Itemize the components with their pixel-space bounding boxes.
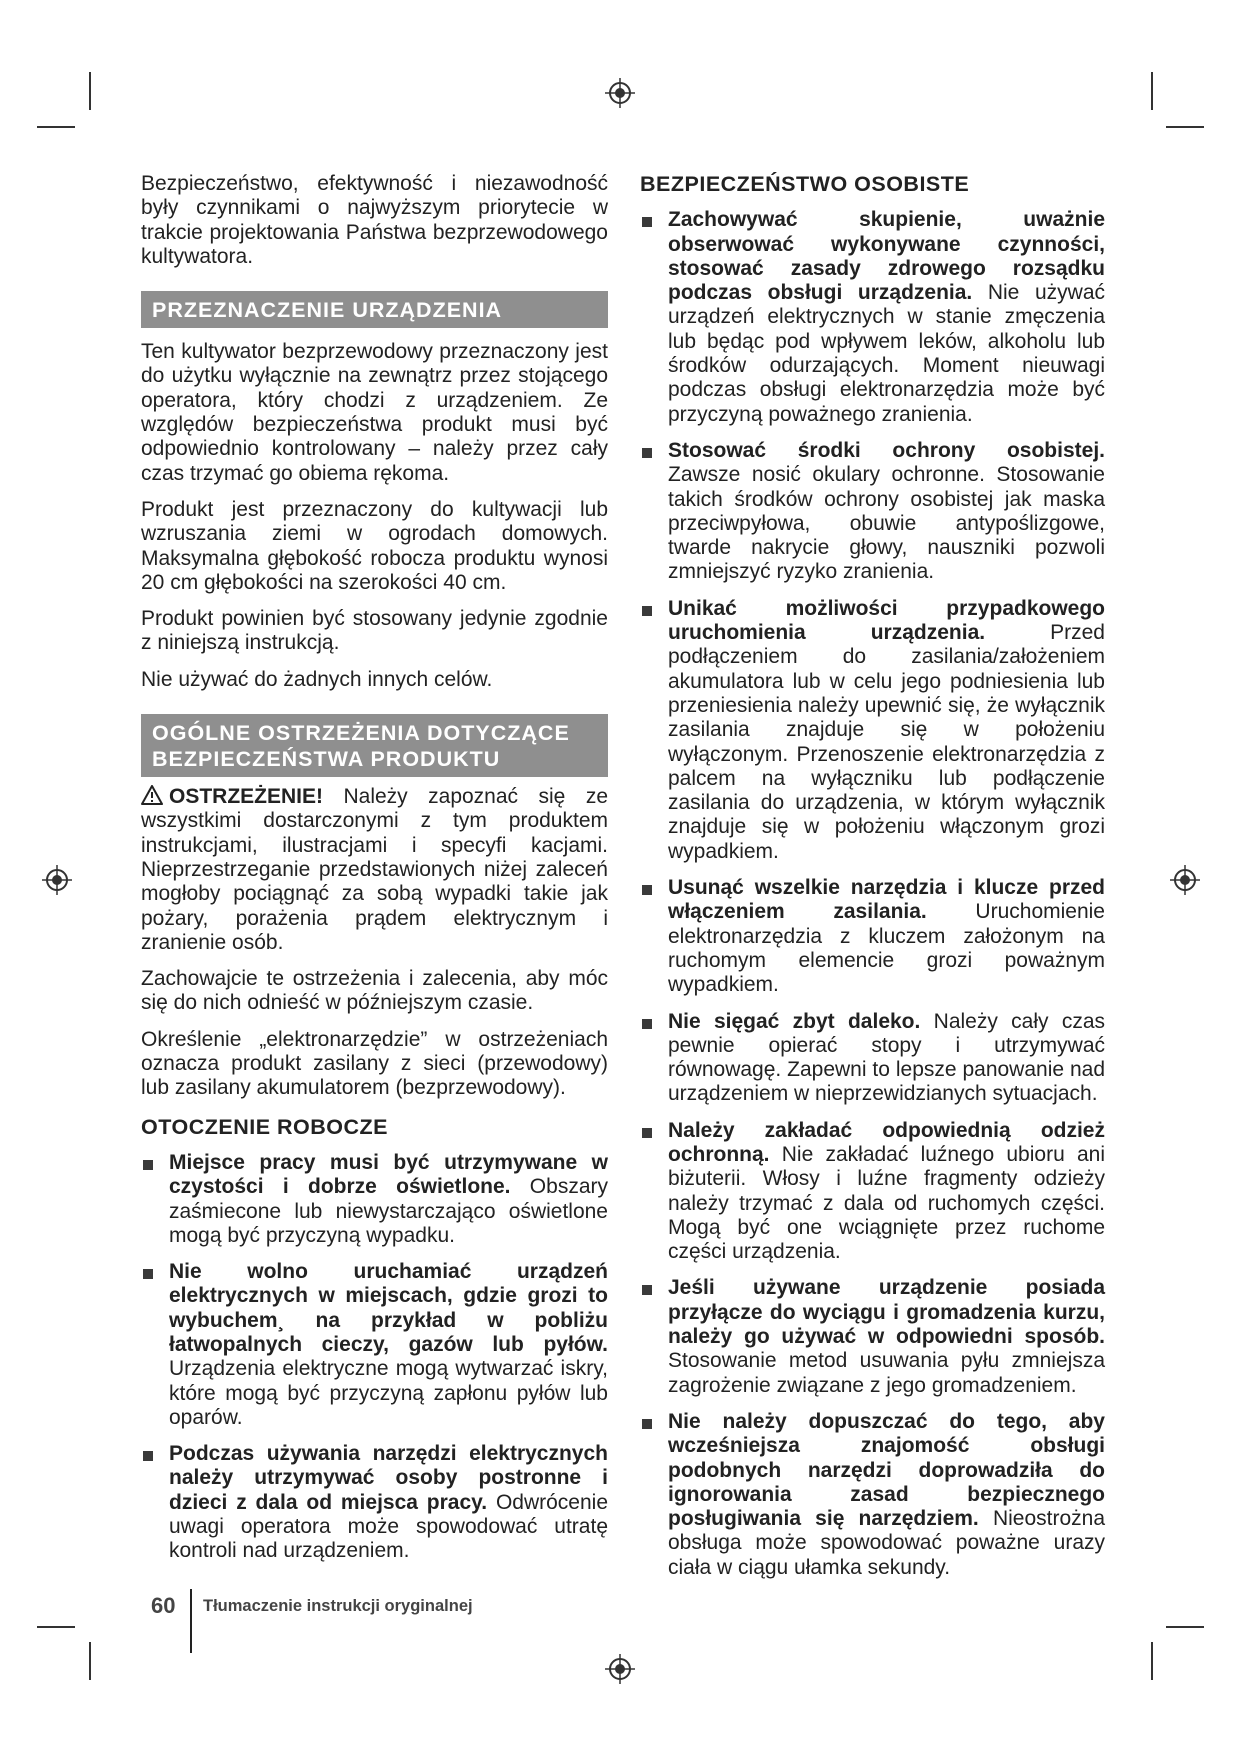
bullet-square-icon [642,606,652,616]
list-item-text: Urządzenia elektryczne mogą wytwarzać iskry, które mogą być przyczyną zapłonu pyłów lub oparów. [169,1357,608,1429]
warnings-paragraph: Określenie „elektronarzędzie” w ostrzeżeniach oznacza produkt zasilany z sieci (przewodowy) lub zasilany akumulatorem (bezprzewodowy). [141,1027,608,1100]
list-item-bold: Jeśli używane urządzenie posiada przyłącze do wyciągu i gromadzenia kurzu, należy go używać w odpowiedni sposób. [668,1276,1105,1349]
section-heading-work-area: OTOCZENIE ROBOCZE [141,1114,389,1139]
bullet-square-icon [642,1419,652,1429]
list-item-bold: Miejsce pracy musi być utrzymywane w czystości i dobrze oświetlone. [169,1150,608,1199]
list-item [640,208,1105,427]
list-item-text: Uruchomienie elektronarzędzia z kluczem założonym na ruchomym elemencie grozi poważnym wypadkiem. [668,900,1105,997]
bullet-square-icon [143,1269,153,1279]
bullet-square-icon [642,448,652,458]
bullet-square-icon [143,1160,153,1170]
list-item-bold: Stosować środki ochrony osobistej. [668,438,1105,462]
intended-use-paragraph: Ten kultywator bezprzewodowy przeznaczony jest do użytku wyłącznie na zewnątrz przez stojącego operatora, który chodzi z urządzeniem. Ze względów bezpieczeństwa produkt musi być odpowiednio kontrolowany – należy przez cały czas trzymać go obiema rękoma. [141,340,608,485]
list-item-text: Odwrócenie uwagi operatora może spowodować utratę kontroli nad urządzeniem. [169,1490,609,1563]
crop-mark [37,126,75,128]
crop-mark [1166,1626,1204,1628]
section-heading-intended-use: PRZEZNACZENIE URZĄDZENIA [141,291,608,328]
crop-mark [37,1626,75,1628]
section-heading-personal-safety: BEZPIECZEŃSTWO OSOBISTE [640,172,970,196]
crop-mark [1151,72,1153,110]
list-item [640,597,1105,864]
registration-mark-icon [1168,863,1202,897]
list-item [141,1151,608,1248]
list-item-text: Nie zakładać luźnego ubioru ani biżuterii. Włosy i luźne fragmenty odzieży należy trzymać z dala od ruchomych części. Mogą być one wciągnięte przez ruchome części urządzenia. [668,1142,1105,1264]
registration-mark-icon [603,1652,637,1686]
list-item [640,439,1105,585]
list-item-text: Nie używać urządzeń elektrycznych w stanie zmęczenia lub będąc pod wpływem leków, alkoholu lub środków odurzających. Moment nieuwagi podczas obsługi elektronarzędzia może być przyczyną poważnego zranienia. [668,281,1105,426]
list-item [640,876,1105,997]
registration-mark-icon [603,76,637,110]
heading-line: BEZPIECZEŃSTWA PRODUKTU [152,747,501,772]
right-column [640,172,1105,1592]
warning-label: OSTRZEŻENIE! [169,785,324,809]
section-heading-general-warnings [141,714,608,777]
registration-mark-icon [40,863,74,897]
list-item-text: Należy cały czas pewnie opierać stopy i utrzymywać równowagę. Zapewni to lepsze panowanie nad urządzeniem w nieprzewidzianych sytuacjach. [668,1009,1105,1106]
warning-text: Należy zapoznać się ze wszystkimi dostarczonymi z tym produktem instrukcjami, ilustracjami i specyfi kacjami. Nieprzestrzeganie przedstawionych niżej zaleceń mogłoby pociągnąć za sobą wypadki takie jak pożary, porażenia prądem elektrycznym i zranienie osób. [141,785,608,954]
list-item-text: Obszary zaśmiecone lub niewystarczająco oświetlone mogą być przyczyną wypadku. [169,1175,608,1247]
intended-use-paragraph: Produkt powinien być stosowany jedynie zgodnie z niniejszą instrukcją. [141,607,608,655]
list-item-text: Przed podłączeniem do zasilania/założeniem akumulatora lub w celu jego podniesienia lub przeniesienia należy upewnić się, że wyłącznik zasilania znajduje się w położeniu wyłączonym. Przenoszenie elektronarzędzia z palcem na wyłączniku lub podłączenie zasilania do urządzenia, w którym wyłącznik znajduje się w położeniu włączonym grozi wypadkiem. [668,621,1105,863]
list-item-bold: Należy zakładać odpowiednią odzież ochronną. [668,1118,1105,1166]
bullet-square-icon [642,1128,652,1138]
warning-triangle-icon [141,785,163,805]
list-item-bold: Usunąć wszelkie narzędzia i klucze przed włączeniem zasilania. [668,876,1105,924]
list-item-bold: Podczas używania narzędzi elektrycznych należy utrzymywać osoby postronne i dzieci z dala od miejsca pracy. [169,1442,608,1514]
left-column [141,172,608,1576]
list-item-bold: Zachowywać skupienie, uważnie obserwować wykonywane czynności, stosować zasady zdrowego rozsądku podczas obsługi urządzenia. [668,208,1105,305]
intended-use-paragraph: Produkt jest przeznaczony do kultywacji lub wzruszania ziemi w ogrodach domowych. Maksymalna głębokość robocza produktu wynosi 20 cm głębokości na szerokości 40 cm. [141,497,608,594]
list-item [640,1010,1105,1107]
list-item-bold: Nie wolno uruchamiać urządzeń elektrycznych w miejscach, gdzie grozi to wybuchem¸ na przykład w pobliżu łatwopalnych cieczy, gazów lub pyłów. [169,1260,608,1356]
crop-mark [89,72,91,110]
warning-paragraph [141,785,608,955]
crop-mark [89,1642,91,1680]
list-item [640,1410,1105,1580]
list-item-text: Stosowanie metod usuwania pyłu zmniejsza zagrożenie związane z jego gromadzeniem. [668,1349,1105,1397]
list-item-text: Nieostrożna obsługa może spowodować poważne urazy ciała w ciągu ułamka sekundy. [668,1507,1105,1579]
list-item-bold: Nie sięgać zbyt daleko. [668,1009,921,1033]
page-number: 60 [151,1593,176,1618]
list-item-text: Zawsze nosić okulary ochronne. Stosowanie takich środków ochrony osobistej jak maska przeciwpyłowa, obuwie antypoślizgowe, twarde nakrycie głowy, nauszniki pozwoli zmniejszyć ryzyko zranienia. [668,463,1105,584]
bullet-square-icon [642,885,652,895]
list-item-bold: Nie należy dopuszczać do tego, aby wcześniejsza znajomość obsługi podobnych narzędzi doprowadziła do ignorowania zasad bezpiecznego posługiwania się narzędziem. [668,1409,1105,1531]
footer-divider [190,1589,192,1653]
bullet-square-icon [143,1451,153,1461]
list-item [640,1276,1105,1397]
footer-text: Tłumaczenie instrukcji oryginalnej [203,1597,473,1615]
warnings-paragraph: Zachowajcie te ostrzeżenia i zalecenia, aby móc się do nich odnieść w późniejszym czasie. [141,967,608,1015]
heading-line: OGÓLNE OSTRZEŻENIA DOTYCZĄCE [152,721,570,746]
crop-mark [1166,126,1204,128]
list-item [640,1119,1105,1265]
list-item [141,1442,608,1563]
list-item [141,1260,608,1430]
intro-paragraph: Bezpieczeństwo, efektywność i niezawodność były czynnikami o najwyższym priorytecie w trakcie projektowania Państwa bezprzewodowego kultywatora. [141,172,608,268]
intended-use-paragraph: Nie używać do żadnych innych celów. [141,667,493,691]
bullet-square-icon [642,1019,652,1029]
crop-mark [1151,1642,1153,1680]
bullet-square-icon [642,1285,652,1295]
bullet-square-icon [642,217,652,227]
list-item-bold: Unikać możliwości przypadkowego uruchomienia urządzenia. [668,596,1105,645]
